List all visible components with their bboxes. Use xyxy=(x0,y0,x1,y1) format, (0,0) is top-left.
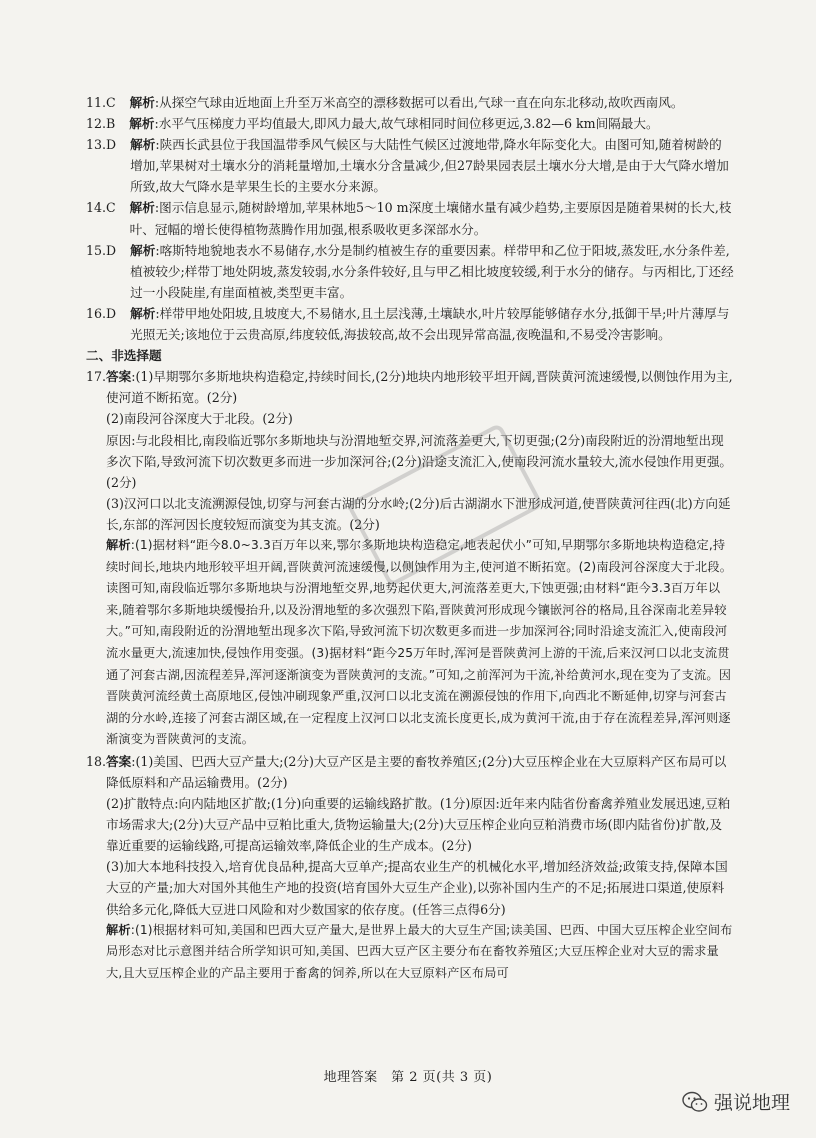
explanation-text: :陕西长武县位于我国温带季风气候区与大陆性气候区过渡地带,降水年际变化大。由图可知,随着树龄的增加,苹果树对土壤水分的消耗量增加,土壤水分含量减少,但27龄果园表层土壤水分大增,是由于大气降水增加所致,故大气降水是苹果生长的主要水分来源。 xyxy=(130,137,729,195)
answer-text: :(1)美国、巴西大豆产量大;(2分)大豆产区是主要的畜牧养殖区;(2分)大豆压榨企业在大豆原料产区布局可以降低原料和产品运输费用。(2分) xyxy=(106,753,727,790)
explanation-label: 解析 xyxy=(130,305,156,321)
question-item xyxy=(86,92,734,113)
question-number: 11.C xyxy=(86,95,116,110)
brand-name: 强说地理 xyxy=(713,1092,790,1114)
answer-paragraph: (2)南段河谷深度大于北段。(2分) xyxy=(106,411,293,427)
answer-label: 答案 xyxy=(106,753,132,769)
question-body xyxy=(106,366,734,751)
explanation-label: 解析 xyxy=(130,137,156,153)
question-number: 15.D xyxy=(86,242,117,258)
explanation-label: 解析 xyxy=(106,922,131,937)
explanation-text: :(1)据材料“距今8.0~3.3百万年以来,鄂尔多斯地块构造稳定,地表起伏小”可知,早期鄂尔多斯地块构造稳定,持续时间长,地块内地形较平坦开阔,晋陕黄河流速缓慢,以侧蚀作用为主,使河道不断拓宽。(2)南段河谷深度大于北段。读图可知,南段临近鄂尔多斯地块与汾渭地堑交界,地势起伏更大,河流落差更大,下蚀更强;由材料“距今3.3百万年以来,随着鄂尔多斯地块缓慢抬升,以及汾渭地堑的多次强烈下陷,晋陕黄河形成现今镶嵌河谷的格局,且谷深南北差异较大。”可知,南段附近的汾渭地堑出现多次下陷,导致河流下切次数更多而进一步加深河谷;同时沿途支流汇入,使南段河流水量更大,流速加快,侵蚀作用变强。(3)据材料“距今25万年时,浑河是晋陕黄河上游的干流,后来汉河口以北支流贯通了河套古湖,因流程差异,浑河逐渐演变为晋陕黄河的支流。”可知,之前浑河为干流,补给黄河水,现在变为了支流。因晋陕黄河流经黄土高原地区,侵蚀冲刷现象严重,汉河口以北支流在溯源侵蚀的作用下,向西北不断延伸,切穿与河套古湖的分水岭,连接了河套古湖区域,在一定程度上汉河口以北支流长度更长,成为黄河干流,由于存在流程差异,浑河则逐渐演变为晋陕黄河的支流。 xyxy=(106,537,733,747)
explanation-text: :(1)根据材料可知,美国和巴西大豆产量大,是世界上最大的大豆生产国;读美国、巴西、中国大豆压榨企业空间布局形态对比示意图并结合所学知识可知,美国、巴西大豆产区主要分布在畜牧养殖区;大豆压榨企业对大豆的需求量大,且大豆压榨企业的产品主要用于畜禽的饲养,所以在大豆原料产区布局可 xyxy=(106,922,733,980)
explanation-text: :图示信息显示,随树龄增加,苹果林地5～10 m深度土壤储水量有减少趋势,主要原因是随着果树的长大,枝叶、冠幅的增长使得植物蒸腾作用加强,根系吸收更多深部水分。 xyxy=(129,200,732,237)
answer-text: :(1)早期鄂尔多斯地块构造稳定,持续时间长,(2分)地块内地形较平坦开阔,晋陕黄河流速缓慢,以侧蚀作用为主,使河道不断拓宽。(2分) xyxy=(106,369,733,406)
question-body xyxy=(130,240,734,303)
multiple-choice-list xyxy=(86,92,734,345)
question-body xyxy=(130,303,734,345)
section-title: 二、非选择题 xyxy=(86,348,162,364)
wechat-brand xyxy=(682,1088,790,1115)
answer-paragraph: (3)加大本地科技投入,培育优良品种,提高大豆单产;提高农业生产的机械化水平,增加经济效益;政策支持,保障本国大豆的产量;加大对国外其他生产地的投资(培育国外大豆生产企业),以弥补国内生产的不足;拓展进口渠道,使原料供给多元化,降低大豆进口风险和对少数国家的依存度。(任答三点得6分) xyxy=(106,859,728,917)
question-body xyxy=(129,113,734,134)
question-18 xyxy=(86,751,734,985)
question-item xyxy=(86,303,734,345)
question-number: 13.D xyxy=(86,137,117,153)
question-number: 17. xyxy=(86,369,107,385)
question-item xyxy=(86,113,734,134)
explanation-text: :从探空气球由近地面上升至万米高空的漂移数据可以看出,气球一直在向东北移动,故吹西南风。 xyxy=(154,95,684,110)
explanation-label: 解析 xyxy=(130,242,156,258)
explanation-text: :水平气压梯度力平均值最大,即风力最大,故气球相同时间位移更远,3.82—6 km间隔最大。 xyxy=(154,116,659,132)
question-number: 12.B xyxy=(86,116,116,132)
question-body xyxy=(130,92,734,113)
question-body xyxy=(130,134,734,197)
explanation-label: 解析 xyxy=(129,95,155,110)
question-number: 14.C xyxy=(86,200,116,216)
answer-paragraph xyxy=(106,366,734,408)
question-item xyxy=(86,197,734,239)
explanation-text: :喀斯特地貌地表水不易储存,水分是制约植被生存的重要因素。样带甲和乙位于阳坡,蒸发旺,水分条件差,植被较少;样带丁地处阴坡,蒸发较弱,水分条件较好,且与甲乙相比坡度较缓,利于水分的储存。与丙相比,丁还经过一小段陡崖,有崖面植被,类型更丰富。 xyxy=(130,242,734,300)
wechat-icon xyxy=(682,1091,708,1113)
question-number: 16.D xyxy=(86,305,117,321)
question-17 xyxy=(86,366,734,751)
explanation-label: 解析 xyxy=(106,537,131,552)
explanation-text: :样带甲地处阳坡,且坡度大,不易储水,且土层浅薄,土壤缺水,叶片较厚能够储存水分,抵御干旱;叶片薄厚与光照无关;该地位于云贵高原,纬度较低,海拔较高,故不会出现异常高温,夜晚温和,不易受冷害影响。 xyxy=(130,305,730,343)
page-footer: 地理答案 第 2 页(共 3 页) xyxy=(323,1070,493,1085)
question-body xyxy=(130,197,734,239)
answer-paragraph xyxy=(106,751,734,793)
explanation-paragraph xyxy=(106,920,734,985)
explanation-label: 解析 xyxy=(129,200,155,216)
explanation-paragraph xyxy=(106,535,734,751)
answer-paragraph: (2)扩散特点:向内陆地区扩散;(1分)向重要的运输线路扩散。(1分)原因:近年来内陆省份畜禽养殖业发展迅速,豆粕市场需求大;(2分)大豆产品中豆粕比重大,货物运输量大;(2分)大豆压榨企业向豆粕消费市场(即内陆省份)扩散,及靠近重要的运输线路,可提高运输效率,降低企业的生产成本。(2分) xyxy=(106,796,731,854)
question-item xyxy=(86,240,734,303)
question-number: 18. xyxy=(86,753,107,769)
answer-paragraph: 原因:与北段相比,南段临近鄂尔多斯地块与汾渭地堑交界,河流落差更大,下切更强;(2分)南段附近的汾渭地堑出现多次下陷,导致河流下切次数更多而进一步加深河谷;(2分)沿途支流汇入,使南段河流水量较大,流水侵蚀作用更强。(2分) xyxy=(106,432,733,490)
explanation-label: 解析 xyxy=(129,116,155,132)
answer-content xyxy=(86,92,734,984)
answer-label: 答案 xyxy=(106,369,132,385)
question-body xyxy=(106,751,734,985)
question-item xyxy=(86,134,734,197)
answer-paragraph: (3)汉河口以北支流溯源侵蚀,切穿与河套古湖的分水岭;(2分)后古湖湖水下泄形成河道,使晋陕黄河往西(北)方向延长,东部的浑河因长度较短而演变为其支流。(2分) xyxy=(106,495,731,532)
